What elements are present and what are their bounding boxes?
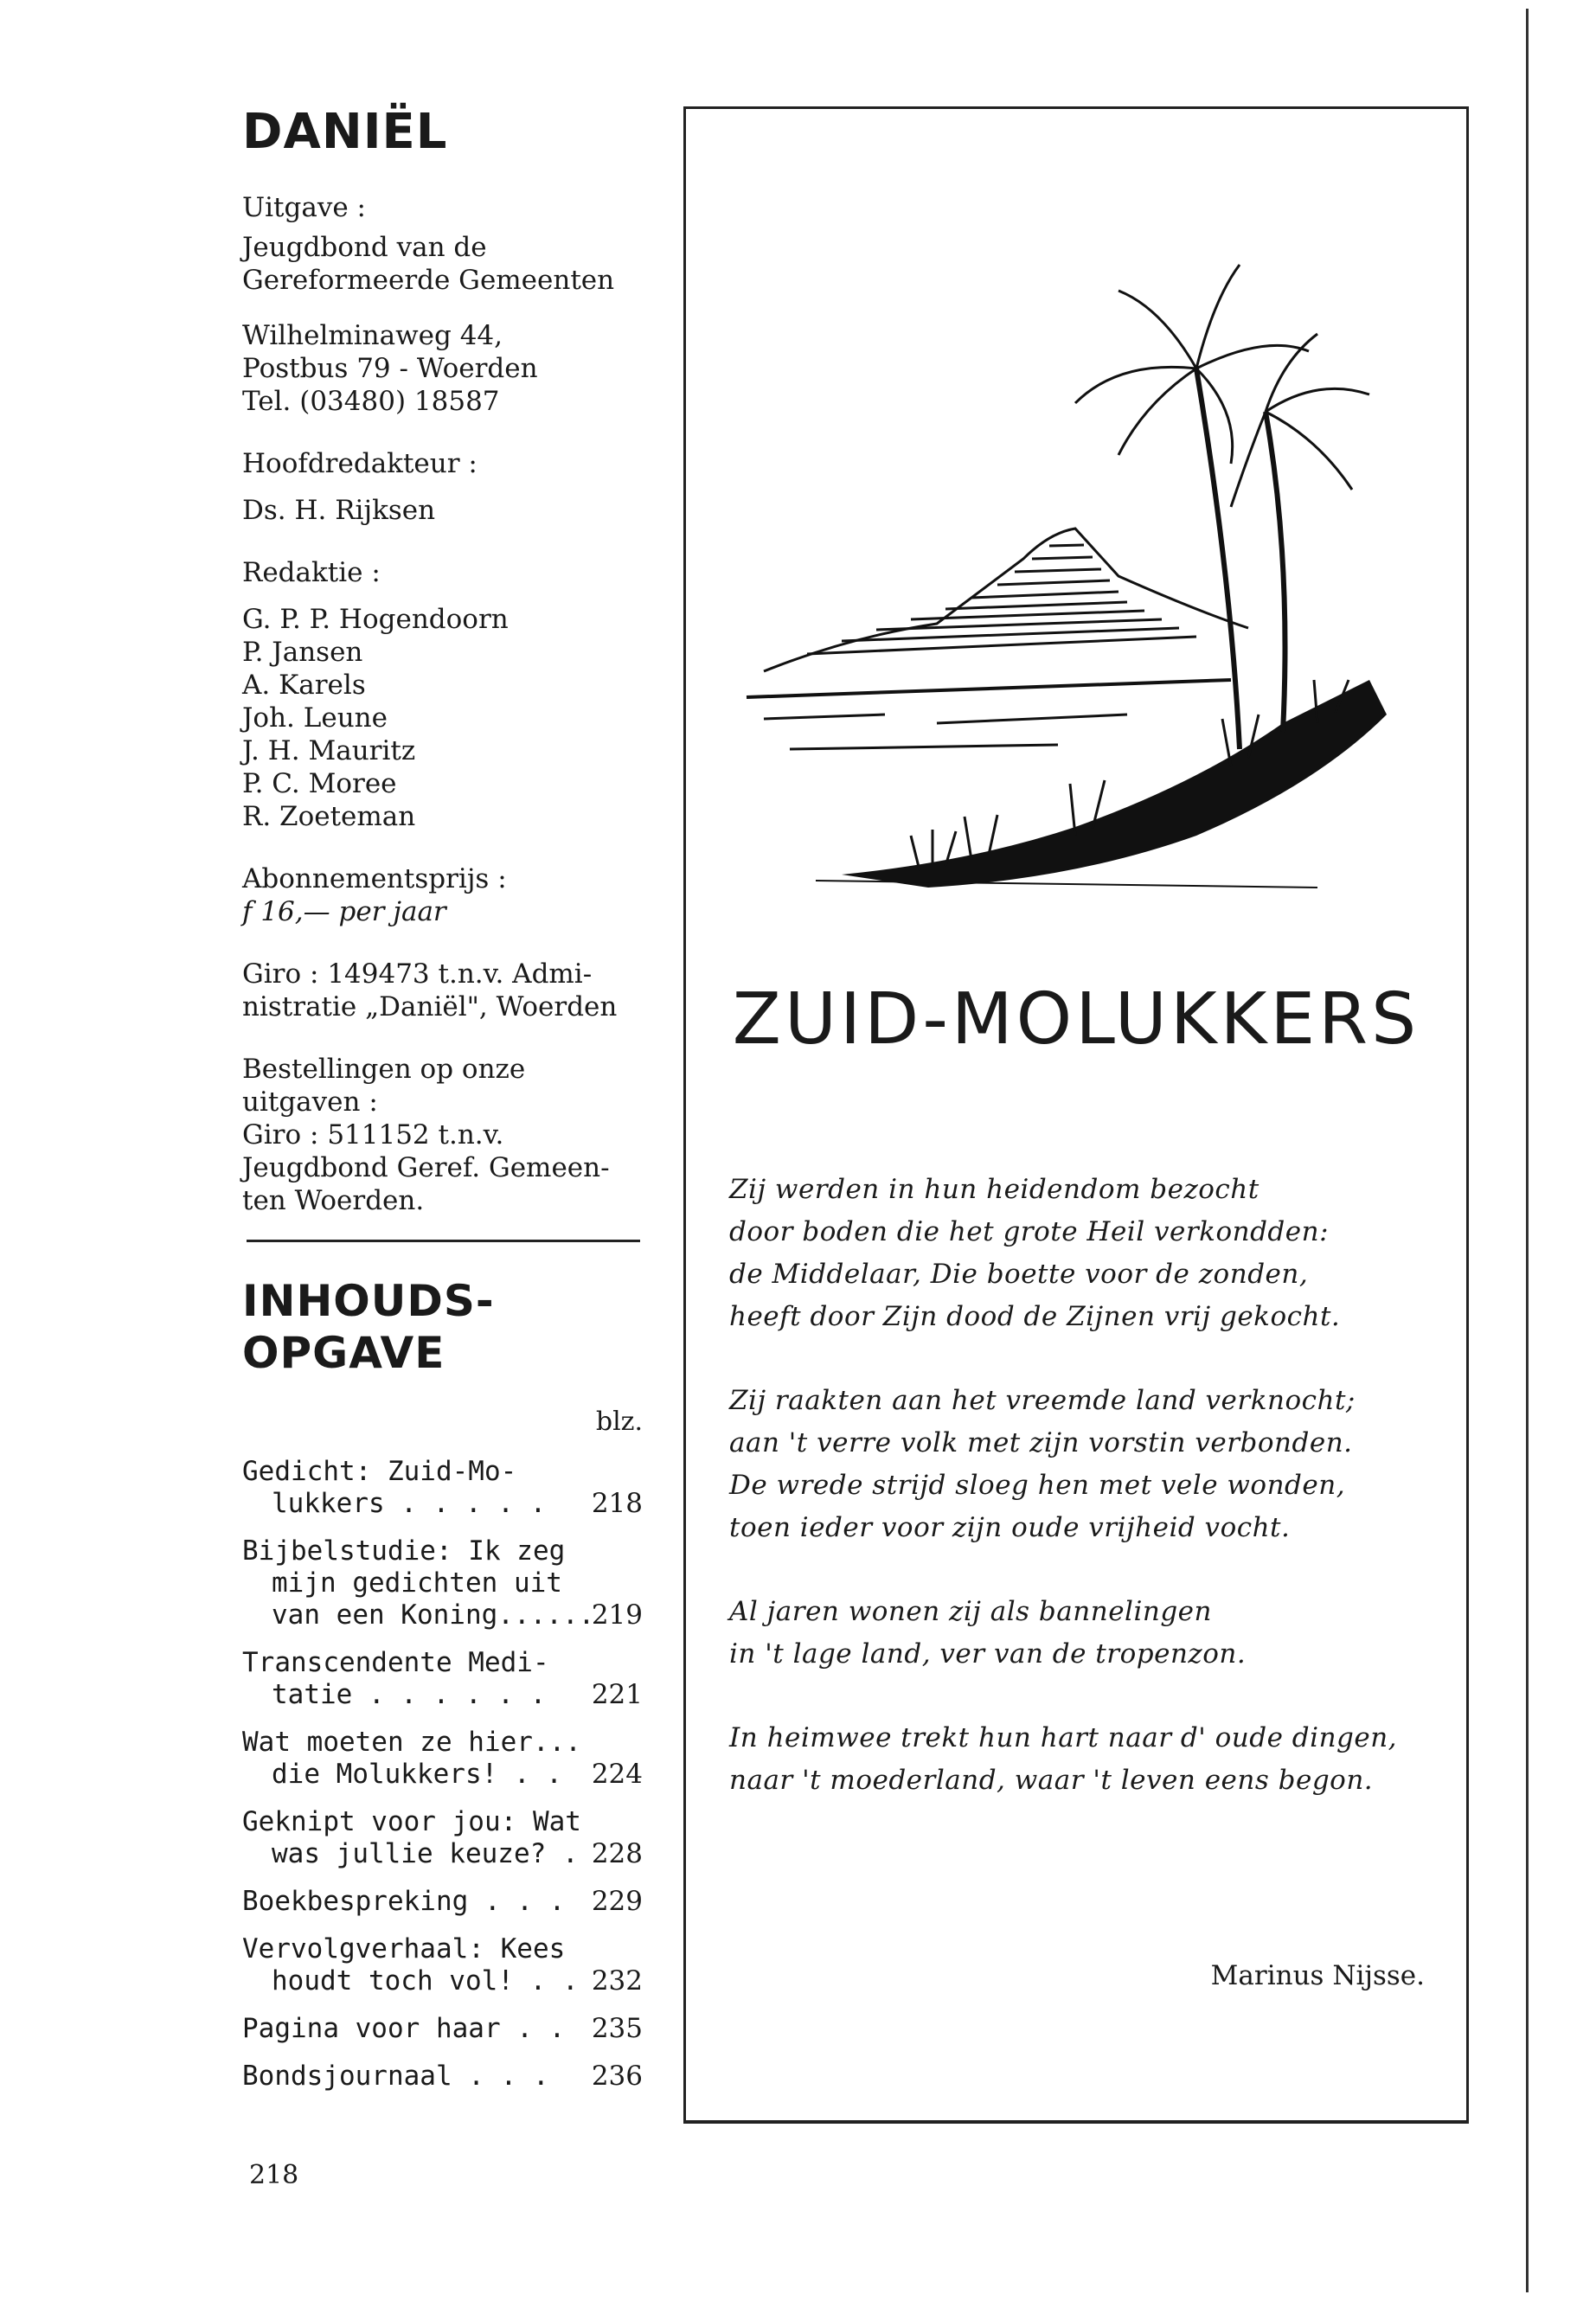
toc-entry: Wat moeten ze hier... die Molukkers! . . 224 (242, 1727, 643, 1790)
poem-title: ZUID-MOLUKKERS (732, 978, 1420, 1061)
page-edge-line (1526, 9, 1529, 2292)
toc-page-number: 221 (591, 1679, 643, 1710)
poem-line: aan 't verre volk met zijn vorstin verbonden. (729, 1427, 1353, 1458)
subscription-label: Abonnementsprijs : (242, 863, 507, 894)
toc-page-number: 232 (591, 1965, 643, 1997)
toc-page-number: 228 (591, 1838, 643, 1869)
poem-line: In heimwee trekt hun hart naar d' oude dingen, (729, 1722, 1398, 1753)
publisher-label: Uitgave : (242, 192, 366, 223)
staff-member: P. Jansen (242, 637, 363, 668)
poem-line: toen ieder voor zijn oude vrijheid vocht. (729, 1512, 1291, 1543)
staff-block (242, 556, 666, 833)
stanza (729, 1380, 1439, 1549)
staff-member: J. H. Mauritz (242, 735, 416, 766)
editor-block (242, 447, 666, 527)
editor-label: Hoofdredakteur : (242, 448, 478, 479)
poem-author: Marinus Nijsse. (1210, 1960, 1425, 1991)
staff-member: A. Karels (242, 670, 366, 701)
toc-page-number: 224 (591, 1759, 643, 1790)
island-mountain (747, 529, 1248, 749)
poem-line: in 't lage land, ver van de tropenzon. (729, 1638, 1247, 1670)
palm-trees (1075, 265, 1369, 749)
giro-block: Giro : 149473 t.n.v. Admi- nistratie „Daniël", Woerden (242, 958, 618, 1022)
poem-line: De wrede strijd sloeg hen met vele wonden, (729, 1470, 1346, 1501)
poem-line: door boden die het grote Heil verkondden: (729, 1216, 1330, 1247)
shore-vegetation (816, 680, 1387, 888)
toc-page-number: 219 (591, 1599, 643, 1631)
toc-title: INHOUDS- OPGAVE (242, 1276, 495, 1378)
tropical-island-illustration (712, 230, 1439, 896)
stanza (729, 1591, 1439, 1676)
toc-entry: Vervolgverhaal: Kees houdt toch vol! . . 232 (242, 1933, 643, 1997)
toc-page-number: 236 (591, 2061, 643, 2092)
address-block: Wilhelminaweg 44, Postbus 79 - Woerden Tel. (03480) 18587 (242, 320, 538, 417)
staff-member: R. Zoeteman (242, 801, 416, 832)
toc-entry: Bondsjournaal . . . 236 (242, 2061, 643, 2092)
toc-page-number: 235 (591, 2013, 643, 2044)
toc-entry: Gedicht: Zuid-Mo- lukkers . . . . . 218 (242, 1456, 643, 1519)
toc-entry: Pagina voor haar . . 235 (242, 2013, 643, 2044)
divider (247, 1240, 640, 1242)
publisher-block (242, 191, 666, 224)
toc-page-column-label: blz. (595, 1407, 643, 1437)
staff-member: Joh. Leune (242, 702, 388, 734)
colophon-column (242, 104, 666, 2108)
stanza (729, 1169, 1439, 1338)
poem-line: Zij werden in hun heidendom bezocht (729, 1174, 1259, 1205)
poem-line: de Middelaar, Die boette voor de zonden, (729, 1259, 1309, 1290)
poem-panel (683, 106, 1469, 2124)
publisher-name: Jeugdbond van de Gereformeerde Gemeenten (242, 232, 615, 296)
poem-line: Al jaren wonen zij als bannelingen (729, 1596, 1212, 1627)
subscription-block (242, 862, 666, 928)
poem-line: naar 't moederland, waar 't leven eens begon. (729, 1765, 1374, 1796)
toc-page-number: 218 (591, 1488, 643, 1519)
toc-entry: Boekbespreking . . . 229 (242, 1886, 643, 1917)
masthead: DANIËL (242, 104, 448, 160)
page-number: 218 (249, 2160, 299, 2190)
staff-member: G. P. P. Hogendoorn (242, 604, 509, 635)
poem-line: heeft door Zijn dood de Zijnen vrij gekocht. (729, 1301, 1341, 1332)
toc-entry: Geknipt voor jou: Wat was jullie keuze? . 228 (242, 1806, 643, 1869)
staff-member: P. C. Moree (242, 768, 397, 799)
toc-entry: Bijbelstudie: Ik zeg mijn gedichten uit van een Koning...... 219 (242, 1535, 643, 1631)
poem-body (729, 1169, 1439, 1843)
toc-entry: Transcendente Medi- tatie . . . . . . 221 (242, 1647, 643, 1710)
staff-label: Redaktie : (242, 557, 381, 588)
orders-block: Bestellingen op onze uitgaven : Giro : 511152 t.n.v. Jeugdbond Geref. Gemeen- ten Woerden. (242, 1054, 610, 1216)
stanza (729, 1717, 1439, 1802)
subscription-price: f 16,— per jaar (242, 896, 446, 927)
editor-name: Ds. H. Rijksen (242, 495, 436, 526)
poem-line: Zij raakten aan het vreemde land verknocht; (729, 1385, 1356, 1416)
toc-page-number: 229 (591, 1886, 643, 1917)
table-of-contents (242, 1456, 643, 2093)
